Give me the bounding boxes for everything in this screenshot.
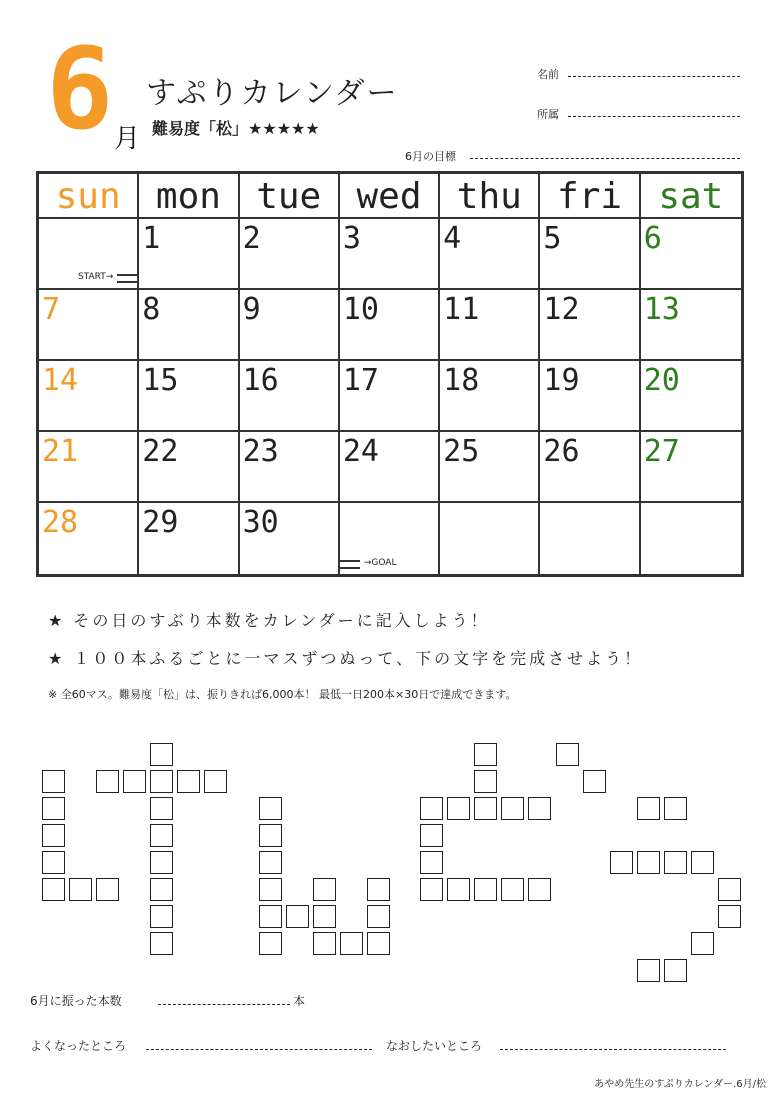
puzzle-square[interactable] <box>42 878 65 901</box>
puzzle-square[interactable] <box>367 932 390 955</box>
day-number: 8 <box>142 292 161 327</box>
fix-points-label: なおしたいところ <box>386 1039 483 1053</box>
puzzle-square[interactable] <box>420 797 443 820</box>
day-header-wed: wed <box>340 174 440 219</box>
puzzle-square[interactable] <box>69 878 92 901</box>
puzzle-square[interactable] <box>42 851 65 874</box>
day-number: 21 <box>42 434 79 469</box>
day-number: 12 <box>543 292 580 327</box>
instruction-1: ★ その日のすぶり本数をカレンダーに記入しよう！ <box>48 611 490 630</box>
puzzle-square[interactable] <box>96 878 119 901</box>
puzzle-square[interactable] <box>420 851 443 874</box>
puzzle-square[interactable] <box>664 959 687 982</box>
puzzle-square[interactable] <box>123 770 146 793</box>
day-number: 17 <box>342 363 379 398</box>
puzzle-square[interactable] <box>447 797 470 820</box>
day-number: 28 <box>42 505 79 540</box>
puzzle-square[interactable] <box>367 905 390 928</box>
puzzle-square[interactable] <box>177 770 200 793</box>
day-number: 18 <box>443 363 480 398</box>
good-points-field[interactable] <box>146 1049 372 1050</box>
day-number: 24 <box>342 434 379 469</box>
puzzle-square[interactable] <box>313 878 336 901</box>
count-field[interactable] <box>158 1004 290 1005</box>
puzzle-square[interactable] <box>259 905 282 928</box>
puzzle-square[interactable] <box>474 743 497 766</box>
start-label: START→ <box>77 272 114 282</box>
puzzle-square[interactable] <box>42 797 65 820</box>
day-number: 23 <box>242 434 279 469</box>
puzzle-square[interactable] <box>474 878 497 901</box>
day-number: 13 <box>643 292 680 327</box>
day-header-sat: sat <box>641 174 741 219</box>
puzzle-square[interactable] <box>96 770 119 793</box>
day-number: 7 <box>42 292 61 327</box>
day-header-tue: tue <box>240 174 340 219</box>
puzzle-square[interactable] <box>286 905 309 928</box>
puzzle-square[interactable] <box>340 932 363 955</box>
puzzle-square[interactable] <box>150 851 173 874</box>
fix-points-field[interactable] <box>500 1049 726 1050</box>
puzzle-square[interactable] <box>150 743 173 766</box>
puzzle-square[interactable] <box>259 797 282 820</box>
puzzle-square[interactable] <box>150 797 173 820</box>
puzzle-square[interactable] <box>718 905 741 928</box>
day-number: 20 <box>643 363 680 398</box>
count-unit: 本 <box>293 994 306 1008</box>
puzzle-square[interactable] <box>313 905 336 928</box>
day-number: 9 <box>242 292 261 327</box>
day-header-fri: fri <box>540 174 640 219</box>
count-label: 6月に振った本数 <box>30 994 122 1008</box>
day-number: 25 <box>443 434 480 469</box>
month-number: 6 <box>46 25 114 155</box>
difficulty-rating: 難易度「松」★★★★★ <box>152 119 320 138</box>
puzzle-square[interactable] <box>474 770 497 793</box>
page-title: すぷりカレンダー <box>146 76 399 111</box>
day-number: 6 <box>643 221 662 256</box>
day-number: 27 <box>643 434 680 469</box>
day-number: 5 <box>543 221 562 256</box>
instruction-note: ※ 全60マス。難易度「松」は、振りきれば6,000本！ 最低一日200本×30日で達成できます。 <box>48 688 517 701</box>
puzzle-square[interactable] <box>259 851 282 874</box>
goal-label: →GOAL <box>363 558 397 568</box>
puzzle-square[interactable] <box>367 878 390 901</box>
puzzle-square[interactable] <box>259 878 282 901</box>
day-number: 11 <box>443 292 480 327</box>
puzzle-square[interactable] <box>528 797 551 820</box>
name-label: 名前 <box>537 68 559 81</box>
puzzle-square[interactable] <box>150 905 173 928</box>
day-header-thu: thu <box>440 174 540 219</box>
puzzle-square[interactable] <box>42 824 65 847</box>
puzzle-square[interactable] <box>313 932 336 955</box>
day-number: 14 <box>42 363 79 398</box>
puzzle-square[interactable] <box>150 824 173 847</box>
puzzle-square[interactable] <box>637 797 660 820</box>
puzzle-square[interactable] <box>150 770 173 793</box>
puzzle-square[interactable] <box>150 878 173 901</box>
day-number: 15 <box>142 363 179 398</box>
day-number: 26 <box>543 434 580 469</box>
puzzle-square[interactable] <box>664 797 687 820</box>
day-header-mon: mon <box>139 174 239 219</box>
puzzle-square[interactable] <box>259 824 282 847</box>
puzzle-square[interactable] <box>259 932 282 955</box>
day-number: 16 <box>242 363 279 398</box>
puzzle-square[interactable] <box>150 932 173 955</box>
goal-label: 6月の目標 <box>405 150 456 163</box>
puzzle-square[interactable] <box>420 824 443 847</box>
day-header-sun: sun <box>39 174 139 219</box>
puzzle-square[interactable] <box>637 851 660 874</box>
credit-text: あやめ先生のすぷりカレンダー.6月/松 <box>594 1079 766 1090</box>
puzzle-square[interactable] <box>501 878 524 901</box>
puzzle-square[interactable] <box>42 770 65 793</box>
day-number: 4 <box>443 221 462 256</box>
puzzle-square[interactable] <box>718 878 741 901</box>
day-number: 3 <box>342 221 361 256</box>
day-number: 1 <box>142 221 161 256</box>
puzzle-square[interactable] <box>664 851 687 874</box>
puzzle-square[interactable] <box>420 878 443 901</box>
puzzle-square[interactable] <box>637 959 660 982</box>
puzzle-square[interactable] <box>528 878 551 901</box>
puzzle-square[interactable] <box>474 797 497 820</box>
affiliation-label: 所属 <box>537 108 559 121</box>
puzzle-square[interactable] <box>691 932 714 955</box>
day-number: 29 <box>142 505 179 540</box>
month-kanji: 月 <box>114 124 141 154</box>
instruction-2: ★ １００本ふるごとに一マスずつぬって、下の文字を完成させよう！ <box>48 649 644 668</box>
puzzle-square[interactable] <box>501 797 524 820</box>
day-number: 2 <box>242 221 261 256</box>
day-number: 30 <box>242 505 279 540</box>
day-number: 10 <box>342 292 379 327</box>
puzzle-square[interactable] <box>447 878 470 901</box>
puzzle-square[interactable] <box>691 851 714 874</box>
good-points-label: よくなったところ <box>30 1039 127 1053</box>
puzzle-square[interactable] <box>556 743 579 766</box>
puzzle-square[interactable] <box>583 770 606 793</box>
day-number: 19 <box>543 363 580 398</box>
day-number: 22 <box>142 434 179 469</box>
puzzle-square[interactable] <box>204 770 227 793</box>
puzzle-square[interactable] <box>610 851 633 874</box>
